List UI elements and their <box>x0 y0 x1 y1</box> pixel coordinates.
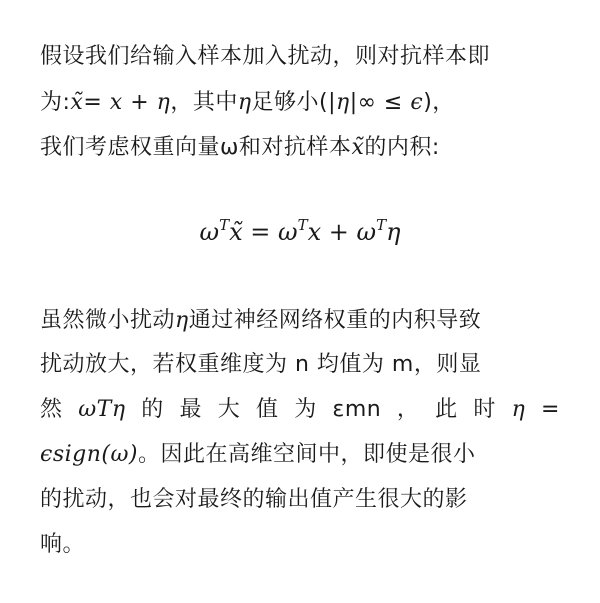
plus-sign: + <box>122 90 157 115</box>
para1-line3-end: 的内积: <box>364 135 440 160</box>
eq-eta: η <box>386 218 401 246</box>
para1-line1: 假设我们给输入样本加入扰动，则对抗样本即 <box>40 44 491 69</box>
eq-transpose-1: T <box>219 216 230 234</box>
eps-sign-omega: ϵsign(ω) <box>40 442 139 467</box>
eq-plus: + <box>321 218 357 246</box>
word-equals: = <box>541 397 560 422</box>
word-comma: ， <box>396 397 420 422</box>
word-emn: εmn <box>332 397 382 422</box>
epsilon-var: ϵ <box>410 90 424 115</box>
eq-omega-2: ω <box>278 218 298 246</box>
word-omega-t-eta: ωTη <box>78 397 126 422</box>
para2-line1-b: 通过神经网络权重的内积导致 <box>188 308 482 333</box>
eq-equals: = <box>242 218 278 246</box>
eq-transpose-3: T <box>376 216 387 234</box>
para2-line3 <box>40 395 560 425</box>
para2-line6: 响。 <box>40 532 86 557</box>
para2-line4 <box>40 440 476 470</box>
para2-line1-a: 虽然微小扰动 <box>40 308 176 333</box>
word-da: 大 <box>217 397 241 422</box>
para1-line2-mid: ，其中 <box>170 90 238 115</box>
para2-eta: η <box>175 308 189 333</box>
word-wei: 为 <box>294 397 317 422</box>
eta-var-3: η <box>336 90 350 115</box>
eq-x: x <box>307 218 322 246</box>
word-shi: 时 <box>473 397 496 422</box>
para2-line1 <box>40 306 481 336</box>
equals-sign: = <box>83 90 110 115</box>
para1-line2-end: )， <box>423 90 455 115</box>
para2-line2: 扰动放大，若权重维度为 n 均值为 m，则显 <box>40 352 482 377</box>
word-zhi: 值 <box>255 397 279 422</box>
inner-product-equation <box>0 208 600 249</box>
word-ci: 此 <box>435 397 458 422</box>
word-de: 的 <box>141 397 164 422</box>
eq-omega-3: ω <box>356 218 377 246</box>
para1-line2-prefix: 为: <box>40 90 71 115</box>
para2-line5: 的扰动，也会对最终的输出值产生很大的影 <box>40 487 468 512</box>
x-tilde: x̃ <box>70 90 84 115</box>
eq-x-tilde: x̃ <box>229 218 243 246</box>
para1-line2-mid3: |∞ ≤ <box>349 90 411 115</box>
para2-line4-text: 。因此在高维空间中，即使是很小 <box>138 442 476 467</box>
para1-line3 <box>40 133 440 163</box>
x-var: x <box>109 90 123 115</box>
eta-var-2: η <box>237 90 252 115</box>
x-tilde-2: x̃ <box>351 135 365 160</box>
eq-omega-1: ω <box>199 218 220 246</box>
word-ran: 然 <box>40 397 63 422</box>
para1-line2-mid2: 足够小(| <box>251 90 337 115</box>
word-eta: η <box>511 397 526 422</box>
eq-transpose-2: T <box>297 216 308 234</box>
eta-var: η <box>156 90 171 115</box>
para1-line3-prefix: 我们考虑权重向量ω和对抗样本 <box>40 135 352 160</box>
para1-line2 <box>40 88 455 118</box>
word-zui: 最 <box>179 397 202 422</box>
